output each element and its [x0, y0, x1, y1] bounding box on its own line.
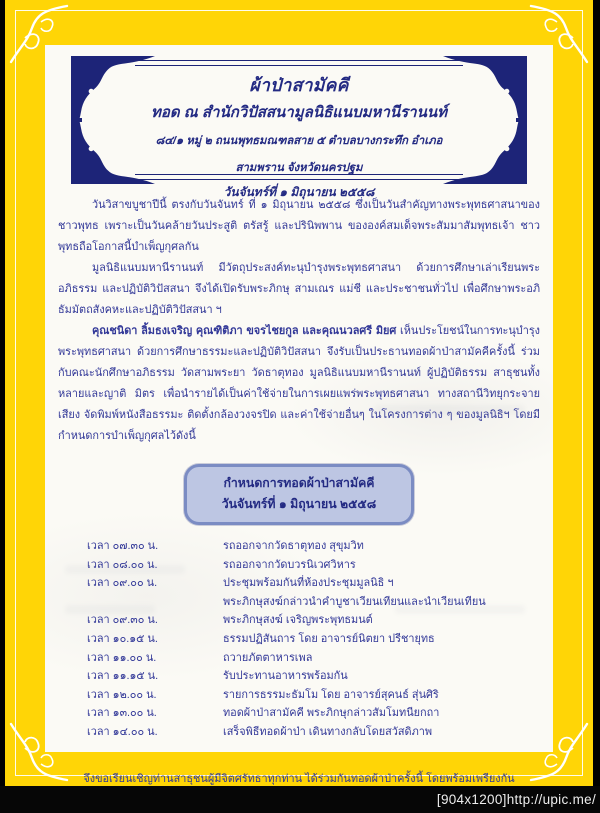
schedule-row [87, 649, 553, 668]
ornate-title-frame [73, 58, 525, 199]
sponsor-paragraph-rest: เห็นประโยชน์ในการทะนุบำรุงพระพุทธศาสนา ด้วยการศึกษาธรรมะและปฏิบัติวิปัสสนา จึงรับเป็นประธานทอดผ้าป่าสามัคคีครั้งนี้ ร่วมกับคณะนักศึกษาอภิธรรม วัดสามพระยา วัดธาตุทอง มูลนิธิแนบมหานีรานนท์ ผู้ปฏิบัติธรรม สาธุชนทั้งหลายและญาติ มิตร เพื่อนำรายได้เป็นค่าใช้จ่ายในการเผยแพร่พระพุทธศาสนา ทางสถานีวิทยุกระจายเสียง จัดพิมพ์หนังสือธรรมะ ติดตั้งกล้องวงจรปิด และค่าใช้จ่ายอื่นๆ ในโครงการต่าง ๆ ของมูลนิธิฯ โดยมีกำหนดการบำเพ็ญกุศลไว้ดังนี้ [58, 325, 540, 442]
schedule-row [87, 667, 553, 686]
schedule-activity: ทอดผ้าป่าสามัคคี พระภิกษุกล่าวสัมโมทนียกถา [223, 707, 440, 720]
scan-bleedthrough [65, 605, 155, 614]
schedule-time: เวลา ๑๓.๐๐ น. [87, 707, 157, 720]
scan-bleedthrough [375, 405, 525, 415]
schedule-activity: รายการธรรมะธัมโม โดย อาจารย์สุคนธ์ สุ่นศิริ [223, 688, 439, 701]
scan-bleedthrough [395, 605, 525, 614]
schedule-time: เวลา ๑๔.๐๐ น. [87, 725, 158, 738]
schedule-activity: ประชุมพร้อมกันที่ห้องประชุมมูลนิธิ ฯ [223, 577, 394, 590]
document-title: ผ้าป่าสามัคคี [249, 75, 349, 95]
schedule-row [87, 686, 553, 705]
schedule-activity: ถวายภัตตาหารเพล [223, 651, 313, 664]
schedule-row [87, 611, 553, 630]
sponsor-names: คุณชนิดา ลิ้มธงเจริญ คุณฑิติภา ขจรไชยกูล และคุณนวลศรี มิยศ [92, 325, 400, 337]
schedule-time: เวลา ๑๑.๑๕ น. [87, 670, 159, 683]
schedule-activity: พระภิกษุสงฆ์กล่าวนำคำบูชาเวียนเทียนและนำเวียนเทียน [223, 595, 486, 608]
title-block [143, 72, 455, 203]
schedule-title-line1: กำหนดการทอดผ้าป่าสามัคคี [223, 476, 375, 490]
watermark-text: [904x1200]http://upic.me/ [436, 792, 596, 807]
paragraph-visakha: วันวิสาขบูชาปีนี้ ตรงกับวันจันทร์ ที่ ๑ มิถุนายน ๒๕๕๘ ซึ่งเป็นวันสำคัญทางพระพุทธศาสนาของชาวพุทธ เพราะเป็นวันคล้ายวันประสูติ ตรัสรู้ และปรินิพพาน ขององค์สมเด็จพระสัมมาสัมพุทธเจ้า ชาวพุทธถือโอกาสนี้บำเพ็ญกุศลกัน [58, 199, 540, 253]
navy-scroll-corner-icon [443, 100, 527, 184]
schedule-row [87, 704, 553, 723]
paragraph-sponsors [58, 321, 540, 447]
schedule-time: เวลา ๐๗.๓๐ น. [87, 540, 159, 552]
document-subtitle: ทอด ณ สำนักวิปัสสนามูลนิธิแนบมหานีรานนท์ [151, 104, 447, 121]
schedule-row [87, 630, 553, 649]
schedule-time: เวลา ๑๐.๑๕ น. [87, 632, 158, 645]
schedule-activity: รถออกจากวัดบวรนิเวศวิหาร [223, 558, 356, 571]
schedule-activity: พระภิกษุสงฆ์ เจริญพระพุทธมนต์ [223, 614, 373, 627]
frame-top-rule [135, 60, 463, 66]
schedule-time: เวลา ๑๒.๐๐ น. [87, 688, 157, 701]
schedule-time: เวลา ๐๙.๓๐ น. [87, 614, 158, 627]
schedule-row [87, 574, 553, 593]
document-page [45, 45, 553, 785]
scan-bleedthrough [65, 565, 185, 574]
schedule-activity: ธรรมปฏิสันถาร โดย อาจารย์นิตยา ปรีชายุทธ [223, 632, 435, 645]
schedule-row [87, 537, 553, 556]
schedule-time: เวลา ๐๙.๐๐ น. [87, 577, 158, 590]
schedule-activity: รถออกจากวัดธาตุทอง สุขุมวิท [223, 540, 364, 552]
event-date: วันจันทร์ที่ ๑ มิถุนายน ๒๕๕๘ [223, 185, 375, 199]
image-host-bar [0, 786, 600, 813]
closing-invitation: จึงขอเรียนเชิญท่านสาธุชนผู้มีจิตศรัทธาทุกท่าน ได้ร่วมกันทอดผ้าป่าครั้งนี้ โดยพร้อมเพรียงกัน [83, 772, 515, 785]
schedule-row [87, 723, 553, 742]
schedule-title-line2: วันจันทร์ที่ ๑ มิถุนายน ๒๕๕๘ [221, 497, 377, 511]
scanned-flyer-photo [5, 0, 593, 786]
schedule-activity: เสร็จพิธีทอดผ้าป่า เดินทางกลับโดยสวัสดิภาพ [223, 725, 433, 738]
schedule-time: เวลา ๑๑.๐๐ น. [87, 651, 157, 664]
schedule-time: เวลา ๐๘.๐๐ น. [87, 558, 158, 571]
schedule-activity: รับประทานอาหารพร้อมกัน [223, 670, 348, 683]
paragraph-foundation: มูลนิธิแนบมหานีรานนท์ มีวัตถุประสงค์ทะนุบำรุงพระพุทธศาสนา ด้วยการศึกษาเล่าเรียนพระอภิธรรม และปฏิบัติวิปัสสนา จึงได้เปิดรับพระภิกษุ สามเณร แม่ชี และประชาชนทั่วไป เพื่อศึกษาพระอภิธัมมัตถสังคหะและปฏิบัติวิปัสสนา ฯ [58, 262, 540, 316]
schedule-title-box [184, 464, 414, 525]
venue-address: ๘๔/๑ หมู่ ๒ ถนนพุทธมณฑลสาย ๕ ตำบลบางกระทึก อำเภอสามพราน จังหวัดนครปฐม [155, 135, 443, 174]
